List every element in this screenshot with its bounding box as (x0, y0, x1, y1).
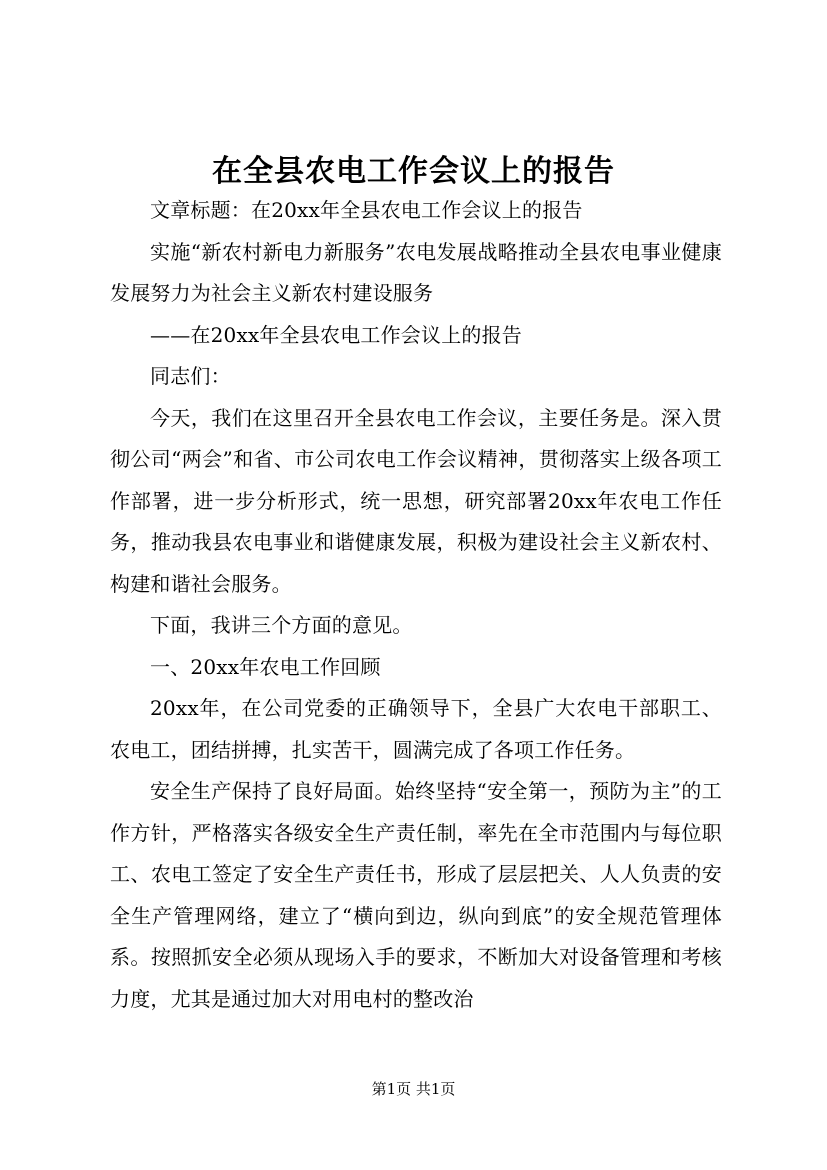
paragraph-article-title: 文章标题：在20xx年全县农电工作会议上的报告 (150, 198, 583, 222)
paragraph-byline: ——在20xx年全县农电工作会议上的报告 (150, 322, 523, 347)
paragraph-salutation: 同志们： (150, 364, 231, 388)
paragraph-safety: 安全生产保持了良好局面。始终坚持“安全第一，预防为主”的工作方针，严格落实各级安全生产责任制，率先在全市范围内与每位职工、农电工签定了安全生产责任书，形成了层层把关、人人负责的安全生产管理网络，建立了“横向到边，纵向到底”的安全规范管理体系。按照抓安全必须从现场入手的要求，不断加大对设备管理和考核力度，尤其是通过加大对用电村的整改治 (110, 779, 722, 1011)
paragraph-review: 20xx年，在公司党委的正确领导下，全县广大农电干部职工、农电工，团结拼搏，扎实苦干，圆满完成了各项工作任务。 (110, 696, 722, 762)
paragraph-subtitle: 实施“新农村新电力新服务”农电发展战略推动全县农电事业健康发展努力为社会主义新农村建设服务 (110, 239, 722, 305)
document-title: 在全县农电工作会议上的报告 (212, 154, 615, 189)
document-body (110, 190, 722, 1020)
paragraph-outline: 下面，我讲三个方面的意见。 (150, 613, 413, 637)
page-footer: 第1页 共1页 (371, 1080, 456, 1098)
section-heading: 一、20xx年农电工作回顾 (150, 654, 381, 679)
paragraph-intro: 今天，我们在这里召开全县农电工作会议，主要任务是。深入贯彻公司“两会”和省、市公司农电工作会议精神，贯彻落实上级各项工作部署，进一步分析形式，统一思想，研究部署20xx年农电工作任务，推动我县农电事业和谐健康发展，积极为建设社会主义新农村、构建和谐社会服务。 (110, 405, 722, 596)
